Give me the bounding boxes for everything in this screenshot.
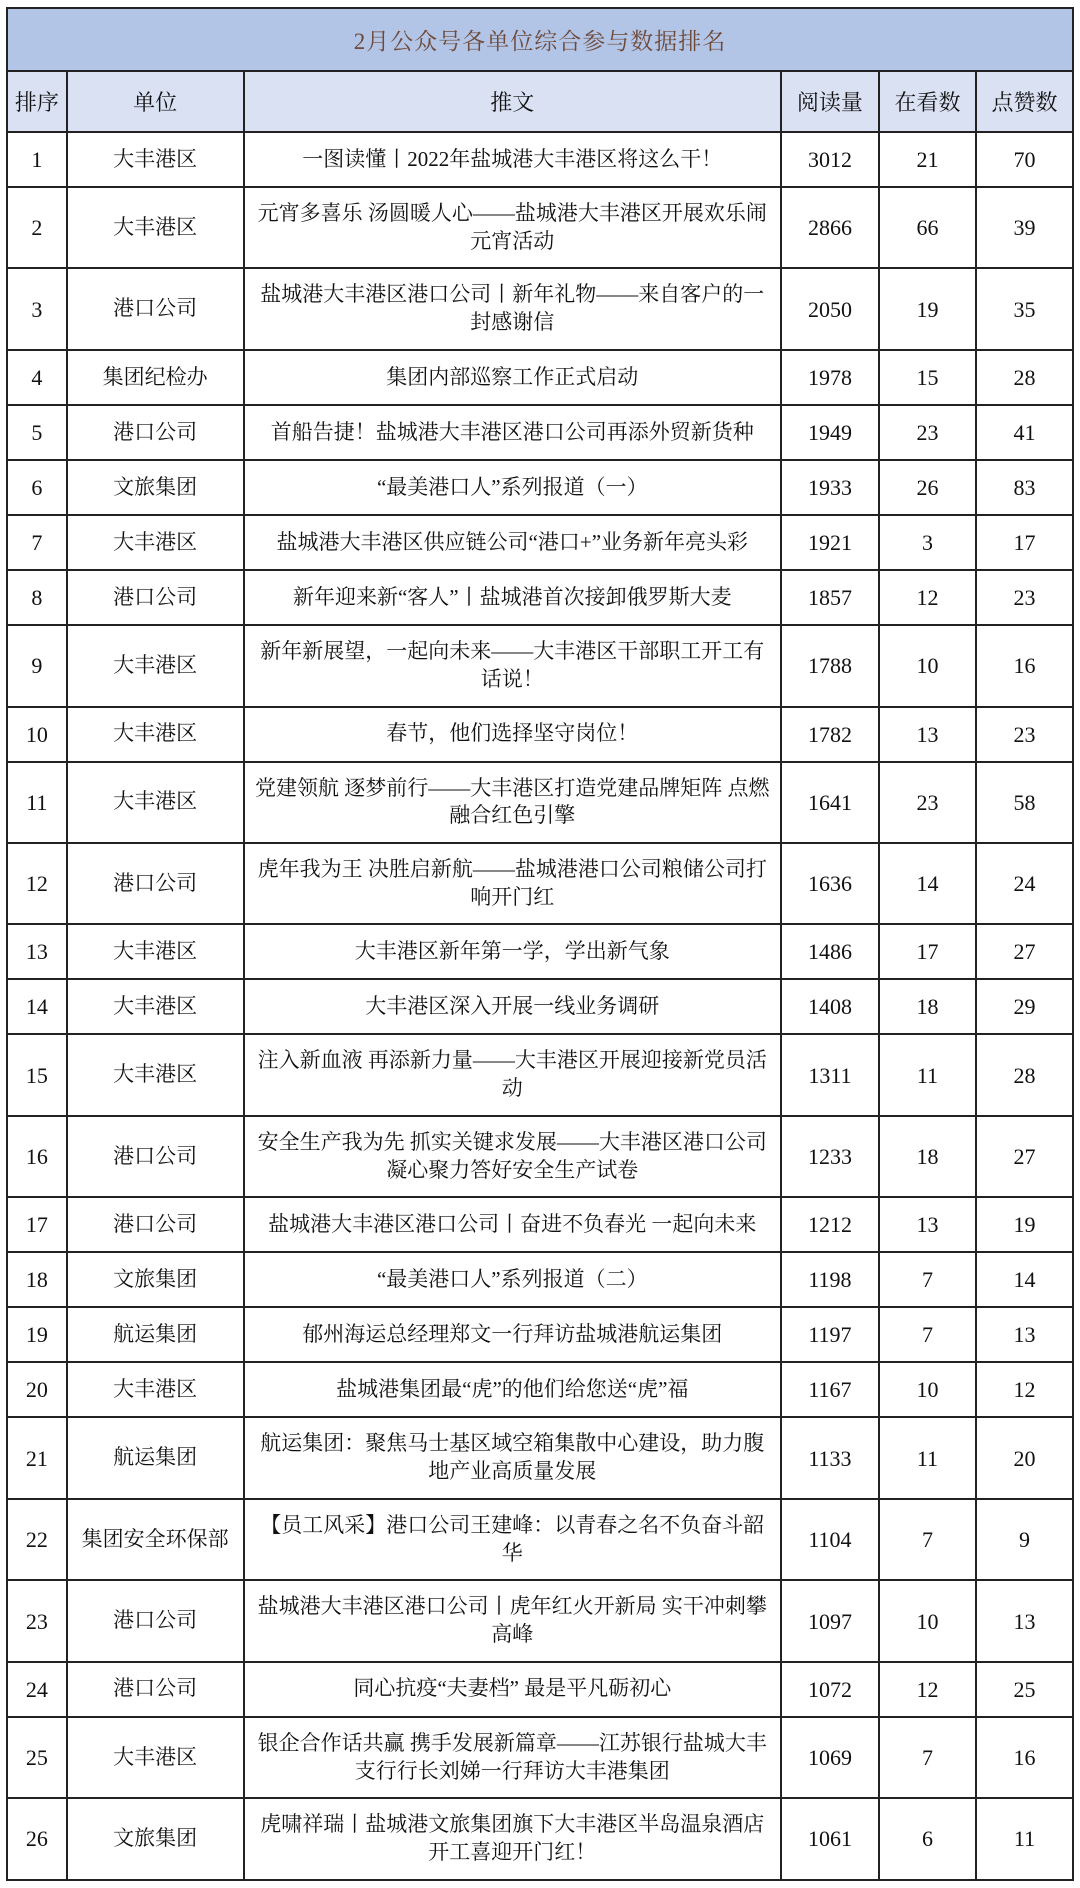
article-cell: 首船告捷！盐城港大丰港区港口公司再添外贸新货种 — [244, 405, 781, 460]
watching-cell: 7 — [879, 1252, 976, 1307]
likes-cell: 16 — [976, 1717, 1073, 1798]
reads-cell: 1921 — [781, 515, 879, 570]
reads-cell: 3012 — [781, 132, 879, 187]
table-row — [7, 1662, 1073, 1717]
article-cell: 盐城港大丰港区供应链公司“港口+”业务新年亮头彩 — [244, 515, 781, 570]
article-cell: 元宵多喜乐 汤圆暖人心——盐城港大丰港区开展欢乐闹元宵活动 — [244, 187, 781, 268]
reads-cell: 1072 — [781, 1662, 879, 1717]
watching-cell: 6 — [879, 1798, 976, 1879]
article-cell: 大丰港区新年第一学，学出新气象 — [244, 924, 781, 979]
unit-cell: 港口公司 — [67, 1580, 244, 1661]
table-row — [7, 1116, 1073, 1197]
likes-cell: 29 — [976, 979, 1073, 1034]
reads-cell: 2866 — [781, 187, 879, 268]
watching-cell: 66 — [879, 187, 976, 268]
watching-cell: 12 — [879, 1662, 976, 1717]
article-cell: 郁州海运总经理郑文一行拜访盐城港航运集团 — [244, 1307, 781, 1362]
unit-cell: 大丰港区 — [67, 707, 244, 762]
table-row — [7, 1580, 1073, 1661]
watching-cell: 10 — [879, 1362, 976, 1417]
article-cell: 盐城港集团最“虎”的他们给您送“虎”福 — [244, 1362, 781, 1417]
table-row — [7, 515, 1073, 570]
likes-cell: 13 — [976, 1580, 1073, 1661]
rank-cell: 20 — [7, 1362, 67, 1417]
unit-cell: 大丰港区 — [67, 132, 244, 187]
rank-cell: 5 — [7, 405, 67, 460]
table-row — [7, 1798, 1073, 1879]
column-header-unit: 单位 — [67, 71, 244, 132]
likes-cell: 19 — [976, 1197, 1073, 1252]
unit-cell: 大丰港区 — [67, 187, 244, 268]
reads-cell: 1641 — [781, 762, 879, 843]
rank-cell: 24 — [7, 1662, 67, 1717]
article-cell: 银企合作话共赢 携手发展新篇章——江苏银行盐城大丰支行行长刘娣一行拜访大丰港集团 — [244, 1717, 781, 1798]
table-row — [7, 268, 1073, 349]
reads-cell: 1788 — [781, 625, 879, 706]
likes-cell: 35 — [976, 268, 1073, 349]
likes-cell: 28 — [976, 1034, 1073, 1115]
unit-cell: 大丰港区 — [67, 762, 244, 843]
rank-cell: 3 — [7, 268, 67, 349]
table-row — [7, 570, 1073, 625]
table-row — [7, 979, 1073, 1034]
watching-cell: 15 — [879, 350, 976, 405]
table-row — [7, 707, 1073, 762]
reads-cell: 1933 — [781, 460, 879, 515]
watching-cell: 21 — [879, 132, 976, 187]
reads-cell: 1311 — [781, 1034, 879, 1115]
likes-cell: 27 — [976, 924, 1073, 979]
likes-cell: 58 — [976, 762, 1073, 843]
title-row — [7, 8, 1073, 71]
table-row — [7, 1197, 1073, 1252]
unit-cell: 集团纪检办 — [67, 350, 244, 405]
table-row — [7, 762, 1073, 843]
likes-cell: 23 — [976, 707, 1073, 762]
column-header-reads: 阅读量 — [781, 71, 879, 132]
table-row — [7, 1034, 1073, 1115]
article-cell: 新年新展望，一起向未来——大丰港区干部职工开工有话说！ — [244, 625, 781, 706]
table-row — [7, 405, 1073, 460]
column-header-likes: 点赞数 — [976, 71, 1073, 132]
watching-cell: 7 — [879, 1717, 976, 1798]
reads-cell: 1212 — [781, 1197, 879, 1252]
rank-cell: 18 — [7, 1252, 67, 1307]
article-cell: 新年迎来新“客人”丨盐城港首次接卸俄罗斯大麦 — [244, 570, 781, 625]
reads-cell: 1133 — [781, 1417, 879, 1498]
unit-cell: 大丰港区 — [67, 625, 244, 706]
unit-cell: 文旅集团 — [67, 1798, 244, 1879]
reads-cell: 1167 — [781, 1362, 879, 1417]
table-row — [7, 924, 1073, 979]
likes-cell: 39 — [976, 187, 1073, 268]
watching-cell: 10 — [879, 625, 976, 706]
table-row — [7, 843, 1073, 924]
unit-cell: 大丰港区 — [67, 1362, 244, 1417]
likes-cell: 11 — [976, 1798, 1073, 1879]
article-cell: 集团内部巡察工作正式启动 — [244, 350, 781, 405]
table-title: 2月公众号各单位综合参与数据排名 — [7, 8, 1073, 71]
reads-cell: 1198 — [781, 1252, 879, 1307]
reads-cell: 1233 — [781, 1116, 879, 1197]
unit-cell: 集团安全环保部 — [67, 1499, 244, 1580]
reads-cell: 1978 — [781, 350, 879, 405]
likes-cell: 14 — [976, 1252, 1073, 1307]
column-header-article: 推文 — [244, 71, 781, 132]
watching-cell: 11 — [879, 1034, 976, 1115]
article-cell: “最美港口人”系列报道（一） — [244, 460, 781, 515]
likes-cell: 70 — [976, 132, 1073, 187]
table-row — [7, 350, 1073, 405]
rank-cell: 9 — [7, 625, 67, 706]
article-cell: “最美港口人”系列报道（二） — [244, 1252, 781, 1307]
watching-cell: 14 — [879, 843, 976, 924]
reads-cell: 1104 — [781, 1499, 879, 1580]
watching-cell: 10 — [879, 1580, 976, 1661]
watching-cell: 23 — [879, 762, 976, 843]
rank-cell: 13 — [7, 924, 67, 979]
rank-cell: 21 — [7, 1417, 67, 1498]
likes-cell: 28 — [976, 350, 1073, 405]
likes-cell: 25 — [976, 1662, 1073, 1717]
rank-cell: 8 — [7, 570, 67, 625]
likes-cell: 23 — [976, 570, 1073, 625]
table-row — [7, 1362, 1073, 1417]
table-row — [7, 1717, 1073, 1798]
article-cell: 虎啸祥瑞丨盐城港文旅集团旗下大丰港区半岛温泉酒店开工喜迎开门红！ — [244, 1798, 781, 1879]
unit-cell: 大丰港区 — [67, 515, 244, 570]
article-cell: 盐城港大丰港区港口公司丨虎年红火开新局 实干冲刺攀高峰 — [244, 1580, 781, 1661]
unit-cell: 文旅集团 — [67, 460, 244, 515]
unit-cell: 港口公司 — [67, 570, 244, 625]
unit-cell: 港口公司 — [67, 268, 244, 349]
rank-cell: 25 — [7, 1717, 67, 1798]
rank-cell: 2 — [7, 187, 67, 268]
column-header-row — [7, 71, 1073, 132]
rank-cell: 23 — [7, 1580, 67, 1661]
watching-cell: 11 — [879, 1417, 976, 1498]
rank-cell: 12 — [7, 843, 67, 924]
watching-cell: 3 — [879, 515, 976, 570]
watching-cell: 7 — [879, 1307, 976, 1362]
watching-cell: 13 — [879, 1197, 976, 1252]
rank-cell: 4 — [7, 350, 67, 405]
article-cell: 【员工风采】港口公司王建峰：以青春之名不负奋斗韶华 — [244, 1499, 781, 1580]
table-row — [7, 625, 1073, 706]
reads-cell: 1197 — [781, 1307, 879, 1362]
reads-cell: 1636 — [781, 843, 879, 924]
rank-cell: 16 — [7, 1116, 67, 1197]
unit-cell: 港口公司 — [67, 1662, 244, 1717]
article-cell: 同心抗疫“夫妻档” 最是平凡砺初心 — [244, 1662, 781, 1717]
watching-cell: 12 — [879, 570, 976, 625]
reads-cell: 1061 — [781, 1798, 879, 1879]
table-row — [7, 1307, 1073, 1362]
article-cell: 航运集团：聚焦马士基区域空箱集散中心建设，助力腹地产业高质量发展 — [244, 1417, 781, 1498]
reads-cell: 1782 — [781, 707, 879, 762]
reads-cell: 1069 — [781, 1717, 879, 1798]
unit-cell: 港口公司 — [67, 405, 244, 460]
watching-cell: 23 — [879, 405, 976, 460]
article-cell: 大丰港区深入开展一线业务调研 — [244, 979, 781, 1034]
likes-cell: 9 — [976, 1499, 1073, 1580]
table-row — [7, 1417, 1073, 1498]
article-cell: 一图读懂丨2022年盐城港大丰港区将这么干！ — [244, 132, 781, 187]
ranking-table — [6, 7, 1074, 1881]
likes-cell: 27 — [976, 1116, 1073, 1197]
article-cell: 春节，他们选择坚守岗位！ — [244, 707, 781, 762]
reads-cell: 1857 — [781, 570, 879, 625]
table-row — [7, 1499, 1073, 1580]
unit-cell: 大丰港区 — [67, 924, 244, 979]
article-cell: 党建领航 逐梦前行——大丰港区打造党建品牌矩阵 点燃融合红色引擎 — [244, 762, 781, 843]
rank-cell: 19 — [7, 1307, 67, 1362]
unit-cell: 航运集团 — [67, 1307, 244, 1362]
unit-cell: 大丰港区 — [67, 979, 244, 1034]
reads-cell: 2050 — [781, 268, 879, 349]
article-cell: 注入新血液 再添新力量——大丰港区开展迎接新党员活动 — [244, 1034, 781, 1115]
rank-cell: 6 — [7, 460, 67, 515]
table-row — [7, 460, 1073, 515]
article-cell: 盐城港大丰港区港口公司丨奋进不负春光 一起向未来 — [244, 1197, 781, 1252]
rank-cell: 7 — [7, 515, 67, 570]
watching-cell: 7 — [879, 1499, 976, 1580]
reads-cell: 1408 — [781, 979, 879, 1034]
likes-cell: 12 — [976, 1362, 1073, 1417]
unit-cell: 航运集团 — [67, 1417, 244, 1498]
table-row — [7, 132, 1073, 187]
unit-cell: 文旅集团 — [67, 1252, 244, 1307]
rank-cell: 1 — [7, 132, 67, 187]
article-cell: 盐城港大丰港区港口公司丨新年礼物——来自客户的一封感谢信 — [244, 268, 781, 349]
rank-cell: 15 — [7, 1034, 67, 1115]
likes-cell: 20 — [976, 1417, 1073, 1498]
unit-cell: 港口公司 — [67, 1197, 244, 1252]
table-row — [7, 187, 1073, 268]
column-header-rank: 排序 — [7, 71, 67, 132]
likes-cell: 13 — [976, 1307, 1073, 1362]
table-row — [7, 1252, 1073, 1307]
rank-cell: 22 — [7, 1499, 67, 1580]
unit-cell: 大丰港区 — [67, 1034, 244, 1115]
reads-cell: 1097 — [781, 1580, 879, 1661]
watching-cell: 19 — [879, 268, 976, 349]
rank-cell: 17 — [7, 1197, 67, 1252]
rank-cell: 26 — [7, 1798, 67, 1879]
reads-cell: 1486 — [781, 924, 879, 979]
watching-cell: 17 — [879, 924, 976, 979]
article-cell: 虎年我为王 决胜启新航——盐城港港口公司粮储公司打响开门红 — [244, 843, 781, 924]
watching-cell: 26 — [879, 460, 976, 515]
rank-cell: 10 — [7, 707, 67, 762]
rank-cell: 11 — [7, 762, 67, 843]
unit-cell: 大丰港区 — [67, 1717, 244, 1798]
unit-cell: 港口公司 — [67, 1116, 244, 1197]
likes-cell: 17 — [976, 515, 1073, 570]
likes-cell: 24 — [976, 843, 1073, 924]
column-header-watching: 在看数 — [879, 71, 976, 132]
watching-cell: 18 — [879, 979, 976, 1034]
article-cell: 安全生产我为先 抓实关键求发展——大丰港区港口公司凝心聚力答好安全生产试卷 — [244, 1116, 781, 1197]
rank-cell: 14 — [7, 979, 67, 1034]
unit-cell: 港口公司 — [67, 843, 244, 924]
likes-cell: 83 — [976, 460, 1073, 515]
watching-cell: 18 — [879, 1116, 976, 1197]
likes-cell: 41 — [976, 405, 1073, 460]
likes-cell: 16 — [976, 625, 1073, 706]
reads-cell: 1949 — [781, 405, 879, 460]
watching-cell: 13 — [879, 707, 976, 762]
